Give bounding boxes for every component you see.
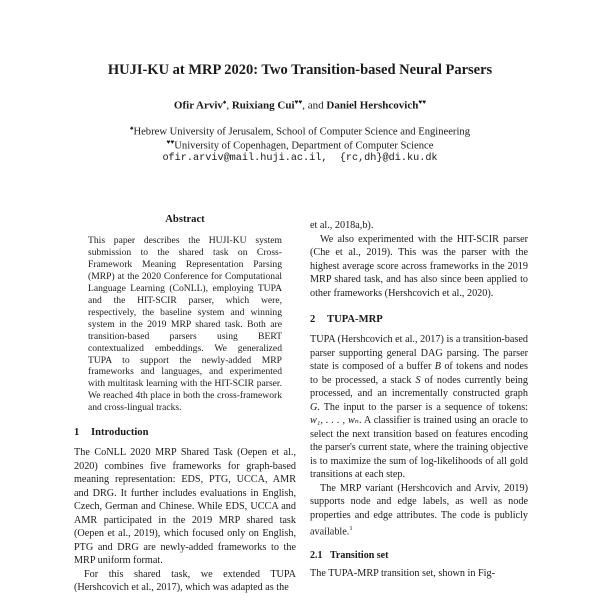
right-column xyxy=(310,219,528,580)
author-separator: , xyxy=(226,99,230,112)
text-run: TUPA (Hershcovich et al., 2017) is a transition-based parser supporting general DAG parsing. The parser state is composed of a buffer xyxy=(310,334,528,372)
section-title: TUPA-MRP xyxy=(327,314,383,325)
paragraph: For this shared task, we extended TUPA (Hershcovich et al., 2017), which was adapted as the xyxy=(74,568,296,594)
author-name: Daniel Hershcovich xyxy=(326,99,419,112)
author-list xyxy=(0,99,600,112)
affiliation xyxy=(0,139,600,152)
author-mark: ♥♥ xyxy=(294,99,303,106)
affiliation xyxy=(0,125,600,138)
footnote-mark: 1 xyxy=(349,525,353,532)
text-run: . A classifier is trained using an oracle to select the next transition based on features encoding the parser's current state, where the training objective is to maximize the sum of log-likelihoods of all gold transitions at each step. xyxy=(310,415,528,480)
author-mark: ♥♥ xyxy=(418,99,427,106)
affiliation-text: Hebrew University of Jerusalem, School of Computer Science and Engineering xyxy=(133,126,470,138)
abstract-text: This paper describes the HUJI-KU system submission to the shared task on Cross-Framework Meaning Representation Parsing (MRP) at the 2020 Conference for Computational Language Learning (CoNLL), employing TUPA and the HIT-SCIR parser, which were, respectively, the baseline system and winning system in the 2019 MRP shared task. Both are transition-based parsers using BERT contextualized embeddings. We generalized TUPA to support the newly-added MRP frameworks and languages, and experimented with multitask learning with the HIT-SCIR parser. We reached 4th place in both the cross-framework and cross-lingual tracks. xyxy=(88,235,282,414)
affiliation-text: University of Copenhagen, Department of Computer Science xyxy=(174,140,434,152)
section-title: Transition set xyxy=(330,549,389,561)
affiliation-mark: ♥♥ xyxy=(166,139,175,146)
paragraph: et al., 2018a,b). xyxy=(310,220,374,231)
section-heading-tupa-mrp xyxy=(310,314,528,325)
paper-title: HUJI-KU at MRP 2020: Two Transition-based Neural Parsers xyxy=(107,62,493,78)
math-symbol: S xyxy=(415,374,421,386)
paragraph: The CoNLL 2020 MRP Shared Task (Oepen et al., 2020) combines five frameworks for graph-based meaning representation: EDS, PTG, UCCA, AMR and DRG. It further includes evaluations in English, Czech, German and Chinese. While EDS, UCCA and AMR participated in the 2019 MRP shared task (Oepen et al., 2019), which focused only on English, PTG and DRG are newly-added frameworks to the MRP uniform format. xyxy=(74,447,296,567)
section-number: 2 xyxy=(310,314,316,325)
text-run: of tokens and nodes to be processed, a stack xyxy=(310,361,529,386)
abstract-heading: Abstract xyxy=(165,214,205,225)
author-name: Ruixiang Cui xyxy=(231,99,295,112)
author-mark: ♠ xyxy=(222,99,227,106)
paragraph: The TUPA-MRP transition set, shown in Fig- xyxy=(310,567,495,579)
math-expression: w₁, . . . , wₙ xyxy=(310,415,359,426)
affiliation-mark: ♠ xyxy=(129,125,134,132)
author-separator: , and xyxy=(302,99,324,112)
section-heading-introduction xyxy=(74,427,296,438)
section-title: Introduction xyxy=(91,427,149,439)
text-run: The MRP variant (Hershcovich and Arviv, 2019) supports node and edge labels, as well as node properties and edge attributes. The code is publicly available. xyxy=(310,482,528,538)
author-emails: ofir.arviv@mail.huji.ac.il, {rc,dh}@di.ku.dk xyxy=(162,153,438,164)
paragraph xyxy=(310,482,528,539)
section-number: 1 xyxy=(74,427,80,439)
text-run: of nodes currently being processed, and an incrementally constructed graph xyxy=(310,374,528,399)
text-run: . The input to the parser is a sequence of tokens: xyxy=(317,401,528,413)
math-symbol: G xyxy=(310,401,318,413)
left-column xyxy=(74,214,296,595)
math-symbol: B xyxy=(434,361,441,372)
paragraph: We also experimented with the HIT-SCIR parser (Che et al., 2019). This was the parser with the highest average score across frameworks in the 2019 MRP shared task, and has also since been applied to other frameworks (Hershcovich et al., 2020). xyxy=(310,233,528,299)
section-number: 2.1 xyxy=(310,549,323,561)
paragraph xyxy=(310,333,528,482)
author-name: Ofir Arviv xyxy=(173,99,223,112)
subsection-heading-transition-set xyxy=(310,550,528,561)
